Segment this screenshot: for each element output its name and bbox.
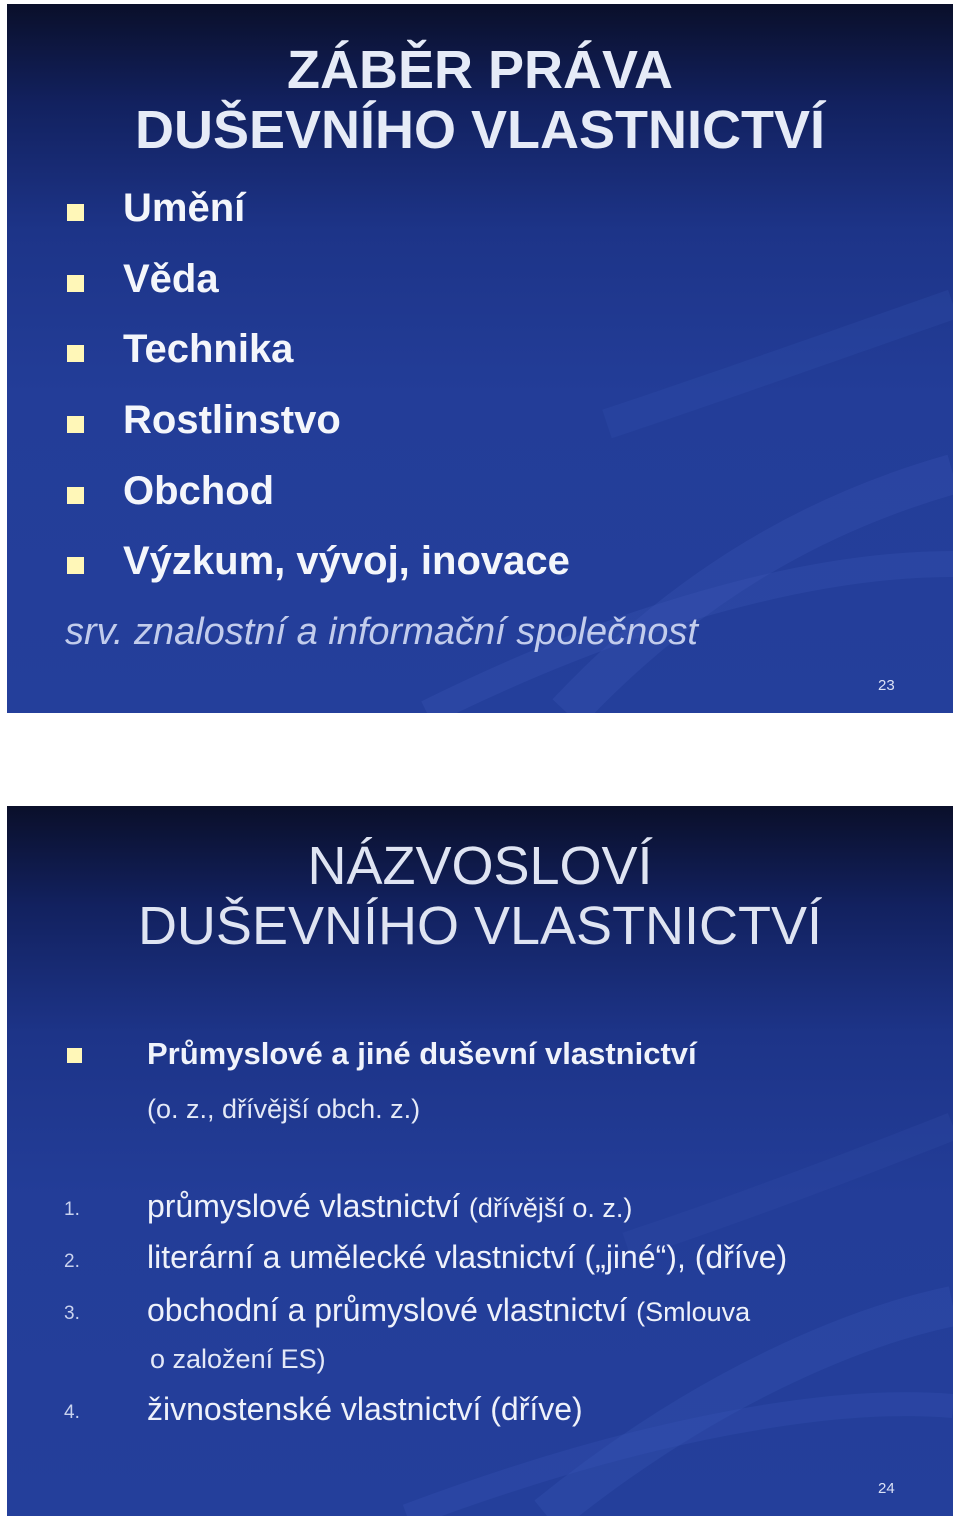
slide-24 [7, 806, 953, 1516]
list-item-main: obchodní a průmyslové vlastnictví [147, 1292, 628, 1328]
list-item-extra: (dřívější o. z.) [468, 1193, 633, 1223]
list-item: Technika [123, 327, 294, 371]
bullet-subtext: (o. z., dřívější obch. z.) [147, 1094, 421, 1124]
bullet-square-icon [67, 345, 84, 362]
list-item [147, 1291, 750, 1331]
bullet-square-icon [67, 275, 84, 292]
list-number: 1. [64, 1199, 80, 1220]
list-number: 4. [64, 1402, 80, 1423]
bullet-square-icon [67, 204, 84, 221]
bullet-heading: Průmyslové a jiné duševní vlastnictví [147, 1036, 697, 1071]
title-line-1: NÁZVOSLOVÍ [307, 836, 653, 896]
bullet-square-icon [67, 487, 84, 504]
title-line-2: DUŠEVNÍHO VLASTNICTVÍ [137, 896, 823, 956]
bullet-square-icon [67, 1048, 82, 1063]
slide-23 [7, 4, 953, 713]
slide-title [7, 40, 953, 160]
list-item [147, 1187, 632, 1227]
list-item: Rostlinstvo [123, 398, 341, 442]
bullet-square-icon [67, 416, 84, 433]
list-item-main: živnostenské vlastnictví (dříve) [147, 1391, 583, 1427]
list-item: Obchod [123, 469, 275, 513]
list-number: 3. [64, 1303, 80, 1324]
bullet-square-icon [67, 557, 84, 574]
page-number: 23 [878, 677, 895, 694]
list-item-extra: (Smlouva [636, 1297, 751, 1327]
list-item: Výzkum, vývoj, inovace [123, 539, 570, 583]
list-item: Umění [123, 186, 246, 230]
page-number: 24 [878, 1480, 895, 1497]
title-line-1: ZÁBĚR PRÁVA [286, 40, 673, 100]
list-item [147, 1390, 583, 1428]
list-item-main: literární a umělecké vlastnictví („jiné“), (dříve) [147, 1239, 788, 1275]
list-item-continuation: o založení ES) [150, 1344, 326, 1374]
list-item-main: průmyslové vlastnictví [147, 1188, 460, 1224]
list-item: Věda [123, 257, 219, 301]
title-line-2: DUŠEVNÍHO VLASTNICTVÍ [134, 100, 826, 160]
list-item [147, 1238, 787, 1276]
slide-title [7, 836, 953, 956]
note-text: srv. znalostní a informační společnost [65, 611, 698, 653]
list-number: 2. [64, 1251, 80, 1272]
